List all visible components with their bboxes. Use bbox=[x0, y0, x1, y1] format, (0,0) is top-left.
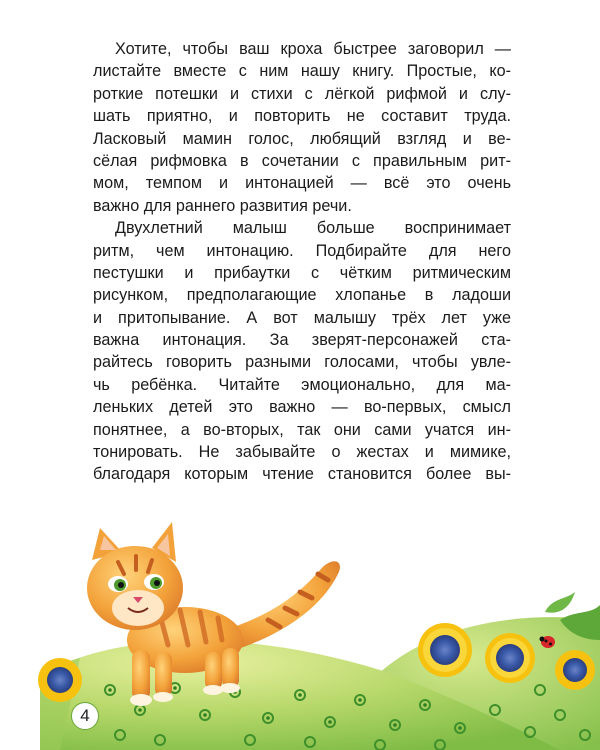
text-line: понятнее, а во-вторых, так они сами учатся ин- bbox=[93, 420, 511, 439]
page-number: 4 bbox=[71, 702, 99, 730]
text-line: Хотите, чтобы ваш кроха быстрее заговорил — bbox=[115, 40, 511, 58]
text-line: тонировать. Не забывайте о жестах и мимике, bbox=[93, 443, 511, 462]
cat-head bbox=[87, 522, 183, 630]
text-line: чь ребёнка. Читайте эмоционально, для ма- bbox=[93, 375, 511, 394]
text-line: сёлая рифмовка в сочетании с правильным рит- bbox=[93, 151, 511, 170]
text-line: шать приятно, и повторить не составит труда. bbox=[93, 107, 511, 126]
text-line: Ласковый мамин голос, любящий взгляд и ве- bbox=[93, 129, 511, 148]
text-line: рисунком, предполагающие хлопанье в ладоши bbox=[93, 286, 511, 305]
text-line: Двухлетний малыш больше воспринимает bbox=[115, 219, 511, 238]
body-text bbox=[93, 38, 511, 486]
text-line: листайте вместе с ним нашу книгу. Простые, ко- bbox=[93, 62, 511, 81]
text-line: райтесь говорить разными голосами, чтобы увле- bbox=[93, 353, 511, 372]
text-line: ритм, чем интонацию. Подбирайте для него bbox=[93, 241, 511, 260]
text-line: важно для раннего развития речи. bbox=[93, 196, 352, 215]
text-line: мом, темпом и интонацией — всё это очень bbox=[93, 174, 511, 193]
text-line: благодаря которым чтение становится более вы- bbox=[93, 465, 511, 484]
text-line: и притопывание. А вот малышу трёх лет уже bbox=[93, 308, 511, 327]
text-line: важна интонация. За зверят-персонажей ста- bbox=[93, 331, 511, 350]
text-line: пестушки и прибаутки с чётким ритмическим bbox=[93, 263, 511, 282]
text-line: леньких детей это важно — во-первых, смысл bbox=[93, 398, 511, 417]
text-line: роткие потешки и стихи с лёгкой рифмой и слу- bbox=[93, 84, 511, 103]
